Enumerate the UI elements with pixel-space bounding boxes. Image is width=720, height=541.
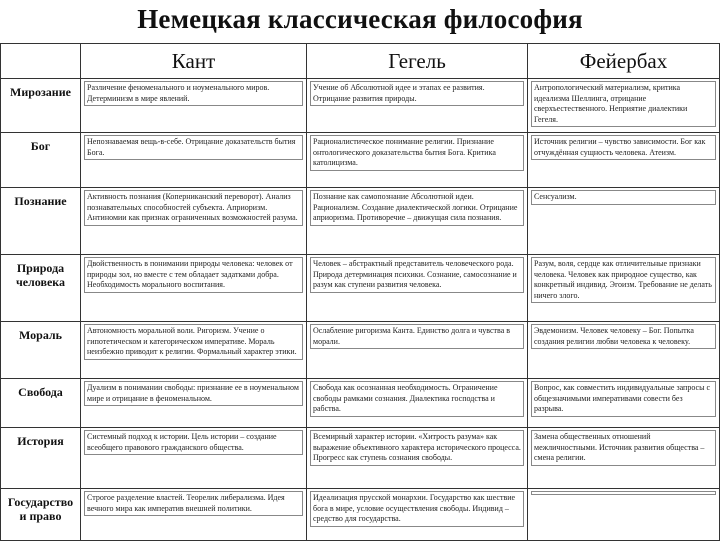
cell-kant xyxy=(81,133,307,188)
cell-text: Идеализация прусской монархии. Государство как шествие бога в мире, условие осуществления свободы. Индивид – средство для государства. xyxy=(310,491,524,527)
cell-kant xyxy=(81,79,307,133)
row-label: Государство и право xyxy=(1,489,81,541)
row-label: Мирозание xyxy=(1,79,81,133)
cell-text: Ослабление ригоризма Канта. Единство долга и чувства в морали. xyxy=(310,324,524,349)
cell-text: Познание как самопознание Абсолютной идеи. Рационализм. Создание диалектической логики. Отрицание априоризма. Противоречие – движущая сила познания. xyxy=(310,190,524,226)
header-corner xyxy=(1,44,81,79)
cell-hegel xyxy=(307,489,528,541)
cell-text: Всемирный характер истории. «Хитрость разума» как выражение объективного характера исторического процесса. Прогресс как ступень сознания свободы. xyxy=(310,430,524,466)
table-row-freedom xyxy=(1,379,720,428)
table-row-morality xyxy=(1,322,720,379)
row-label: Свобода xyxy=(1,379,81,428)
table-row-state-and-law xyxy=(1,489,720,541)
table-row-human-nature xyxy=(1,255,720,322)
cell-text: Учение об Абсолютной идее и этапах ее развития. Отрицание развития природы. xyxy=(310,81,524,106)
table-row-cognition xyxy=(1,188,720,255)
cell-hegel xyxy=(307,255,528,322)
cell-text: Автономность моральной воли. Ригоризм. Учение о гипотетическом и категорическом императиве. Мораль неизбежно приводит к религии. Формальный характер этики. xyxy=(84,324,303,360)
cell-text xyxy=(531,491,716,495)
cell-kant xyxy=(81,428,307,489)
cell-hegel xyxy=(307,428,528,489)
row-label: Бог xyxy=(1,133,81,188)
cell-text: Человек – абстрактный представитель человеческого рода. Природа детерминация психики. Сознание, самосознание и разум как ступени развития человека. xyxy=(310,257,524,293)
cell-text: Двойственность в понимании природы человека: человек от природы зол, но вместе с тем обладает задатками добра. Необходимость морального воспитания. xyxy=(84,257,303,293)
cell-text: Источник религии – чувство зависимости. Бог как отчуждённая сущность человека. Атеизм. xyxy=(531,135,716,160)
cell-text: Замена общественных отношений межличностными. Источник развития общества – смена религии. xyxy=(531,430,716,466)
cell-hegel xyxy=(307,322,528,379)
cell-feuerbach xyxy=(528,255,720,322)
table-header-row xyxy=(1,44,720,79)
cell-text: Сенсуализм. xyxy=(531,190,716,205)
cell-kant xyxy=(81,188,307,255)
cell-feuerbach xyxy=(528,428,720,489)
cell-feuerbach xyxy=(528,322,720,379)
row-label: Природа человека xyxy=(1,255,81,322)
cell-hegel xyxy=(307,133,528,188)
table-row-worldview xyxy=(1,79,720,133)
row-label: Мораль xyxy=(1,322,81,379)
cell-feuerbach xyxy=(528,489,720,541)
cell-text: Эвдемонизм. Человек человеку – Бог. Попытка создания религии любви человека к человеку. xyxy=(531,324,716,349)
philosophy-table xyxy=(0,43,720,541)
cell-text: Различение феноменального и ноуменального миров. Детерминизм в мире явлений. xyxy=(84,81,303,106)
row-label: История xyxy=(1,428,81,489)
column-header-feuerbach: Фейербах xyxy=(528,44,720,79)
column-header-hegel: Гегель xyxy=(307,44,528,79)
cell-text: Разум, воля, сердце как отличительные признаки человека. Человек как природное существо, как конкретный индивид. Эгоизм. Требование не делать ничего злого. xyxy=(531,257,716,303)
cell-feuerbach xyxy=(528,79,720,133)
table-row-god xyxy=(1,133,720,188)
cell-hegel xyxy=(307,188,528,255)
cell-hegel xyxy=(307,79,528,133)
cell-feuerbach xyxy=(528,379,720,428)
cell-feuerbach xyxy=(528,133,720,188)
cell-text: Свобода как осознанная необходимость. Ограничение свободы рамками сознания. Диалектика господства и рабства. xyxy=(310,381,524,417)
cell-text: Строгое разделение властей. Теорелик либерализма. Идея вечного мира как императив внешней политики. xyxy=(84,491,303,516)
column-header-kant: Кант xyxy=(81,44,307,79)
cell-text: Активность познания (Коперниканский переворот). Анализ познавательных способностей субъекта. Априоризм. Антиномии как признак ограниченных возможностей разума. xyxy=(84,190,303,226)
cell-text: Антропологический материализм, критика идеализма Шеллинга, отрицание сверхъестественного. Неприятие диалектики Гегеля. xyxy=(531,81,716,127)
cell-feuerbach xyxy=(528,188,720,255)
cell-kant xyxy=(81,489,307,541)
cell-kant xyxy=(81,255,307,322)
cell-kant xyxy=(81,379,307,428)
row-label: Познание xyxy=(1,188,81,255)
table-row-history xyxy=(1,428,720,489)
cell-text: Рационалистическое понимание религии. Признание онтологического доказательства бытия Бога. Критика католицизма. xyxy=(310,135,524,171)
cell-text: Вопрос, как совместить индивидуальные запросы с общезначимыми императивами совести без разрыва. xyxy=(531,381,716,417)
cell-text: Дуализм в понимании свободы: признание ее в ноуменальном мире и отрицание в феноменальном. xyxy=(84,381,303,406)
page-title: Немецкая классическая философия xyxy=(137,4,583,34)
cell-text: Системный подход к истории. Цель истории – создание всеобщего правового гражданского общества. xyxy=(84,430,303,455)
cell-kant xyxy=(81,322,307,379)
cell-hegel xyxy=(307,379,528,428)
cell-text: Непознаваемая вещь-в-себе. Отрицание доказательств бытия Бога. xyxy=(84,135,303,160)
